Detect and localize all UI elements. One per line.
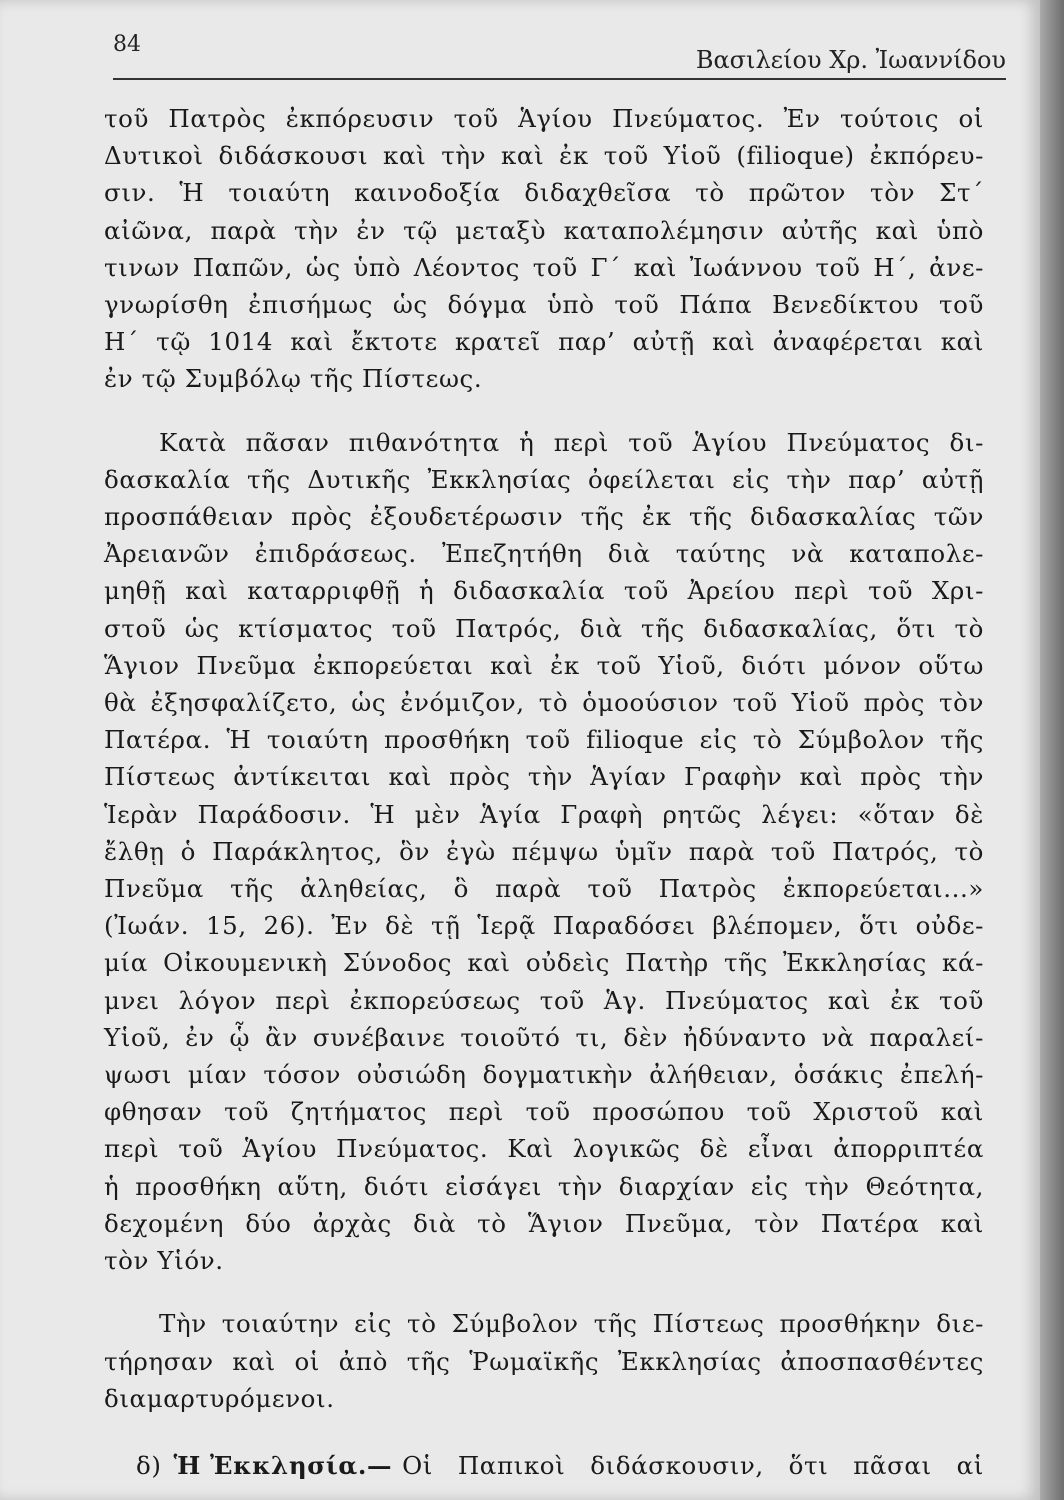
text-line: αἰῶνα, παρὰ τὴν ἐν τῷ μεταξὺ καταπολέμησιν αὐτῆς καὶ ὑπὸ — [104, 215, 984, 245]
text-line: γνωρίσθη ἐπισήμως ὡς δόγμα ὑπὸ τοῦ Πάπα Βενεδίκτου τοῦ — [104, 290, 984, 320]
text-line: τοῦ Πατρὸς ἐκπόρευσιν τοῦ Ἁγίου Πνεύματος. Ἐν τούτοις οἱ — [104, 104, 984, 133]
running-head: Βασιλείου Χρ. Ἰωαννίδου — [695, 46, 1006, 74]
page-edge — [1040, 0, 1064, 1500]
text-line: θὰ ἐξησφαλίζετο, ὡς ἐνόμιζον, τὸ ὁμοούσιον τοῦ Υἱοῦ πρὸς τὸν — [104, 688, 984, 718]
paragraph-1 — [104, 100, 984, 398]
text-line: Ἅγιον Πνεῦμα ἐκπορεύεται καὶ ἐκ τοῦ Υἱοῦ, διότι μόνον οὕτω — [104, 650, 984, 680]
page-header — [113, 30, 1006, 80]
text-line: Πίστεως ἀντίκειται καὶ πρὸς τὴν Ἁγίαν Γραφὴν καὶ πρὸς τὴν — [104, 762, 984, 792]
text-line: ἐν τῷ Συμβόλῳ τῆς Πίστεως. — [104, 364, 483, 394]
text-line: μηθῇ καὶ καταρριφθῇ ἡ διδασκαλία τοῦ Ἀρείου περὶ τοῦ Χρι- — [104, 576, 984, 606]
text-line: ἡ προσθήκη αὕτη, διότι εἰσάγει τὴν διαρχίαν εἰς τὴν Θεότητα, — [104, 1171, 984, 1201]
text-line: Δυτικοὶ διδάσκουσι καὶ τὴν καὶ ἐκ τοῦ Υἱοῦ (filioque) ἐκπόρευ- — [104, 141, 984, 171]
text-line: Πατέρα. Ἡ τοιαύτη προσθήκη τοῦ filioque εἰς τὸ Σύμβολον τῆς — [104, 725, 984, 755]
body-text — [104, 100, 984, 1484]
text-line: Κατὰ πᾶσαν πιθανότητα ἡ περὶ τοῦ Ἁγίου Πνεύματος δι- — [159, 427, 984, 457]
text-line: Υἱοῦ, ἐν ᾧ ἂν συνέβαινε τοιοῦτό τι, δὲν ἠδύναντο νὰ παραλεί- — [104, 1022, 984, 1052]
text-line: Πνεῦμα τῆς ἀληθείας, ὃ παρὰ τοῦ Πατρὸς ἐκπορεύεται...» — [104, 874, 984, 904]
text-line: σιν. Ἡ τοιαύτη καινοδοξία διδαχθεῖσα τὸ πρῶτον τὸν Στ´ — [104, 178, 984, 208]
section-text: Οἱ Παπικοὶ διδάσκουσιν, ὅτι πᾶσαι αἱ — [402, 1450, 984, 1480]
text-line: μία Οἰκουμενικὴ Σύνοδος καὶ οὐδεὶς Πατὴρ τῆς Ἐκκλησίας κά- — [104, 948, 984, 978]
page-number: 84 — [113, 32, 141, 57]
text-line: Ἱερὰν Παράδοσιν. Ἡ μὲν Ἁγία Γραφὴ ρητῶς λέγει: «ὅταν δὲ — [104, 799, 984, 829]
text-line: περὶ τοῦ Ἁγίου Πνεύματος. Καὶ λογικῶς δὲ εἶναι ἀπορριπτέα — [104, 1134, 984, 1164]
text-line: διαμαρτυρόμενοι. — [104, 1383, 335, 1413]
text-line: φθησαν τοῦ ζητήματος περὶ τοῦ προσώπου τοῦ Χριστοῦ καὶ — [104, 1097, 984, 1127]
text-line: τήρησαν καὶ οἱ ἀπὸ τῆς Ῥωμαϊκῆς Ἐκκλησίας ἀποσπασθέντες — [104, 1346, 984, 1376]
text-line: δασκαλία τῆς Δυτικῆς Ἐκκλησίας ὀφείλεται εἰς τὴν παρ’ αὐτῇ — [104, 464, 984, 494]
text-line: ψωσι μίαν τόσον οὐσιώδη δογματικὴν ἀλήθειαν, ὁσάκις ἐπελή- — [104, 1060, 984, 1090]
section-title: Ἡ Ἐκκλησία.— — [173, 1450, 393, 1480]
text-line: δεχομένη δύο ἀρχὰς διὰ τὸ Ἅγιον Πνεῦμα, τὸν Πατέρα καὶ — [104, 1208, 984, 1238]
text-line: μνει λόγον περὶ ἐκπορεύσεως τοῦ Ἁγ. Πνεύματος καὶ ἐκ τοῦ — [104, 985, 984, 1015]
text-line: τὸν Υἱόν. — [104, 1246, 224, 1276]
text-line: ἔλθῃ ὁ Παράκλητος, ὃν ἐγὼ πέμψω ὑμῖν παρὰ τοῦ Πατρός, τὸ — [104, 836, 984, 866]
text-line: στοῦ ὡς κτίσματος τοῦ Πατρός, διὰ τῆς διδασκαλίας, ὅτι τὸ — [104, 613, 984, 643]
text-line: τινων Παπῶν, ὡς ὑπὸ Λέοντος τοῦ Γ´ καὶ Ἰωάννου τοῦ Η´, ἀνε- — [104, 252, 984, 282]
section-label: δ) — [136, 1450, 162, 1480]
paragraph-3 — [104, 1305, 984, 1417]
text-line: προσπάθειαν πρὸς ἐξουδετέρωσιν τῆς ἐκ τῆς διδασκαλίας τῶν — [104, 502, 984, 532]
text-line: Η´ τῷ 1014 καὶ ἔκτοτε κρατεῖ παρ’ αὐτῇ καὶ ἀναφέρεται καὶ — [104, 327, 984, 357]
text-line: Τὴν τοιαύτην εἰς τὸ Σύμβολον τῆς Πίστεως προσθήκην διε- — [159, 1309, 984, 1339]
text-line: Ἀρειανῶν ἐπιδράσεως. Ἐπεζητήθη διὰ ταύτης νὰ καταπολε- — [104, 539, 984, 569]
paragraph-2 — [104, 424, 984, 1280]
section-heading-line — [104, 1447, 984, 1484]
text-line: (Ἰωάν. 15, 26). Ἐν δὲ τῇ Ἱερᾷ Παραδόσει βλέπομεν, ὅτι οὐδε- — [104, 911, 984, 941]
